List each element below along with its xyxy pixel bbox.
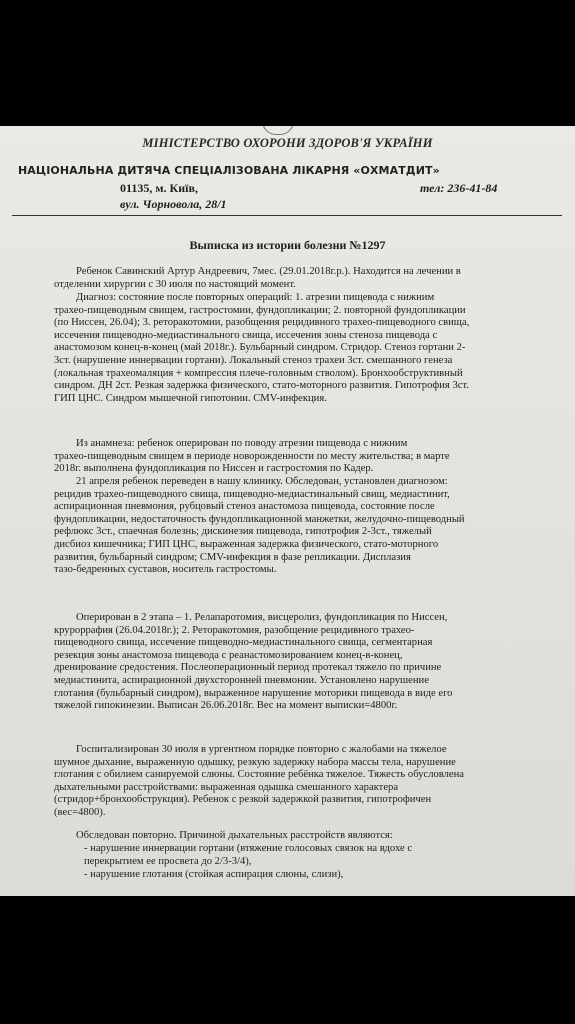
anamnesis-paragraph: Из анамнеза: ребенок оперирован по поводу атрезии пищевода с нижним трахео-пищеводным свищем в периоде новорожденности по месту жительства; в марте 2018г. выполнена фундопликация по Ниссен и гастростомия по Кадер. <box>54 438 450 475</box>
document-page <box>0 126 575 896</box>
ministry-header: МІНІСТЕРСТВО ОХОРОНИ ЗДОРОВ'Я УКРАЇНИ <box>142 136 433 150</box>
hospital-name: НАЦІОНАЛЬНА ДИТЯЧА СПЕЦІАЛІЗОВАНА ЛІКАРНЯ «ОХМАТДИТ» <box>18 164 440 177</box>
coat-of-arms-emblem <box>262 126 294 135</box>
document-title: Выписка из истории болезни №1297 <box>189 238 386 252</box>
examination-paragraph: Обследован повторно. Причиной дыхательных расстройств являются: <box>76 830 393 841</box>
letterhead-divider <box>12 215 562 216</box>
operations-paragraph: Оперирован в 2 этапа – 1. Релапаротомия, висцеролиз, фундопликация по Ниссен, круроррафия (26.04.2018г.); 2. Реторакотомия, разобщение рецидивного трахео- пищеводного свища, иссечение пищеводно-медиастинального свища, сегментарная резекция зоны анастомоза пищевода с реанастомозированием конец-в-конец, дренирование средостения. Послеоперационный период протекал тяжело по причине медиастинита, аспирационной двухсторонней пневмонии. Установлено нарушение глотания (бульбарный синдром), выраженное нарушение моторики пищевода в виде его тяжелой гипокинезии. Выписан 26.06.2018г. Вес на момент выписки=4800г. <box>54 612 453 712</box>
address-street: вул. Чорновола, 28/1 <box>120 197 227 211</box>
patient-paragraph: Ребенок Савинский Артур Андреевич, 7мес. (29.01.2018г.р.). Находится на лечении в отделении хирургии с 30 июля по настоящий момент. <box>54 266 461 290</box>
diagnosis-paragraph: Диагноз: состояние после повторных операций: 1. атрезии пищевода с нижним трахео-пищеводным свищем, гастростомии, фундопликации; 2. повторной фундопликации (по Ниссен, 26.04); 3. реторакотомии, разобщения рецидивного трахео-пищеводного свища, иссечения пищеводно-медиастинального свища, иссечения зоны стеноза пищевода с анастомозом конец-в-конец (май 2018г.). Бульбарный синдром. Стридор. Стеноз гортани 2- 3ст. (нарушение иннервации гортани). Локальный стеноз трахеи 3ст. смешанного генеза (локальная трахеомаляция + компрессия плече-головным стволом). Бронхообструктивный синдром. ДН 2ст. Резкая задержка физического, стато-моторного развития. Гипотрофия 3ст. ГИП ЦНС. Синдром мышечной гипотонии. CMV-инфекция. <box>54 292 470 404</box>
hospitalization-paragraph: Госпитализирован 30 июля в ургентном порядке повторно с жалобами на тяжелое шумное дыхание, выраженную одышку, резкую задержку набора массы тела, нарушение глотания с обилием санируемой слюны. Состояние ребёнка тяжелое. Тяжесть обусловлена дыхательными расстройствами: выраженная одышка смешанного характера (стридор+бронхообструкция). Ребенок с резкой задержкой развития, гипотрофичен (вес=4800). <box>54 744 464 818</box>
transfer-paragraph: 21 апреля ребенок переведен в нашу клинику. Обследован, установлен диагнозом: рецидив трахео-пищеводного свища, пищеводно-медиастинальный свищ, медиастинит, аспирационная пневмония, рубцовый стеноз анастомоза пищевода, состояние после фундопликации, недостаточность фундопликационной манжетки, желудочно-пищеводный рефлюкс 3ст., спаечная болезнь; дискинезия пищевода, гипотрофия 2-3ст., тяжелый дисбиоз кишечника; ГИП ЦНС, выраженная задержка физического, стато-моторного развития, бульбарный синдром; CMV-инфекция в фазе репликации. Дисплазия тазо-бедренных суставов, носитель гастростомы. <box>54 476 465 576</box>
address-city: 01135, м. Київ, <box>120 181 198 195</box>
finding-item: - нарушение иннервации гортани (втяжение голосовых связок на вдохе с перекрытием ее просвета до 2/3-3/4), <box>84 843 413 867</box>
phone-number: тел: 236-41-84 <box>420 181 498 195</box>
finding-item: - нарушение глотания (стойкая аспирация слюны, слизи), <box>84 869 344 880</box>
